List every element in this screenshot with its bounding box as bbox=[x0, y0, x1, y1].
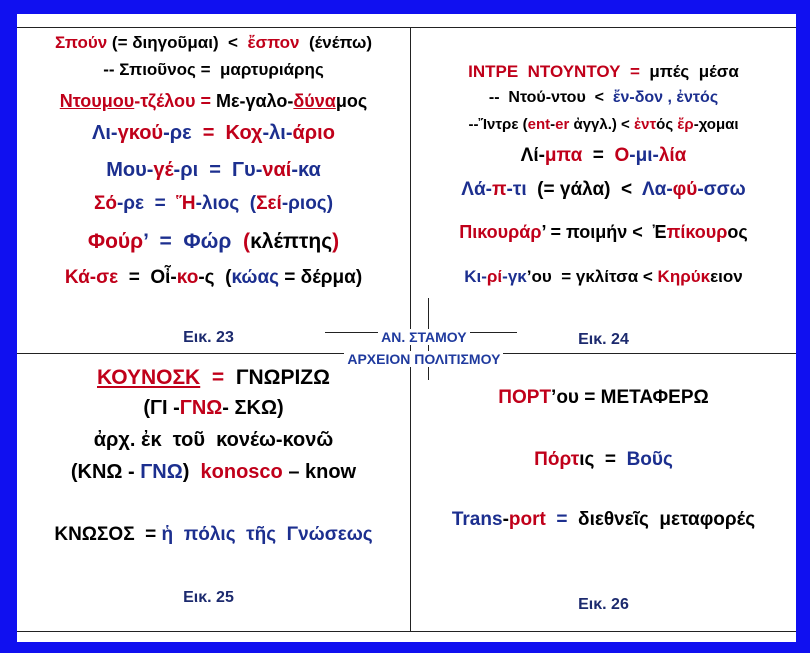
text-run: Κι- bbox=[464, 267, 487, 286]
text-run: -γκ bbox=[502, 267, 527, 286]
text-run: ΚΟΥΝΟΣΚ bbox=[97, 366, 201, 389]
text-run: = bbox=[200, 366, 236, 389]
text-line bbox=[17, 396, 410, 420]
text-run: -ρε bbox=[163, 122, 192, 144]
text-line bbox=[411, 267, 796, 287]
text-run: (= διηγοῦμαι) < bbox=[107, 33, 248, 52]
figure-caption: Εικ. 23 bbox=[183, 329, 234, 346]
text-run: = δέρμα) bbox=[279, 267, 363, 288]
text-run: Κηρύκ bbox=[657, 267, 711, 286]
text-run: -τι bbox=[506, 179, 527, 200]
figure-caption: Εικ. 25 bbox=[183, 589, 234, 606]
text-run: = bbox=[144, 193, 177, 214]
text-line bbox=[411, 116, 796, 134]
text-run: ’ου = γκλίτσα < bbox=[526, 267, 658, 286]
text-run: (ένέπω) bbox=[299, 33, 372, 52]
text-run: -λι- bbox=[262, 122, 293, 144]
text-line bbox=[17, 460, 410, 484]
figure-caption: Εικ. 26 bbox=[578, 596, 629, 613]
text-run: = bbox=[198, 159, 233, 181]
text-run: ’ου = ΜΕΤΑΦΕΡΩ bbox=[551, 387, 709, 408]
text-run: Πόρτ bbox=[534, 449, 580, 470]
text-run: -κα bbox=[291, 159, 321, 181]
text-run: - ΣΚΩ) bbox=[222, 397, 284, 419]
text-run: -ρι bbox=[173, 159, 199, 181]
text-run: ἀρχ. ἐκ τοῦ κονέω-κονῶ bbox=[93, 429, 334, 451]
text-run: Trans bbox=[451, 509, 503, 530]
panel-fig-24 bbox=[411, 27, 796, 353]
text-run: -ριος) bbox=[281, 193, 334, 214]
text-run: Λα- bbox=[641, 179, 673, 200]
text-run: Φούρ bbox=[87, 230, 144, 253]
text-run: ’ = ποιμήν < Ἐ bbox=[541, 222, 667, 242]
text-run: Κά-σε bbox=[64, 267, 119, 288]
text-run: Με-γαλο- bbox=[215, 91, 294, 111]
text-line bbox=[17, 267, 410, 290]
text-line bbox=[17, 428, 410, 452]
text-run: ναί bbox=[262, 159, 292, 181]
text-run: -- Σπιοῦνος = μαρτυριάρης bbox=[103, 60, 324, 79]
text-run: -τζέλου = bbox=[134, 91, 216, 111]
text-run: = bbox=[545, 509, 579, 530]
text-run: άριο bbox=[292, 122, 335, 144]
text-run: (ΚΝΩ - bbox=[70, 461, 141, 483]
text-run: er bbox=[555, 116, 570, 133]
text-run: κλέπτης bbox=[250, 230, 333, 253]
text-line bbox=[17, 91, 410, 113]
text-run: = bbox=[582, 145, 615, 166]
text-run: ἔρ bbox=[677, 116, 694, 133]
text-run: ( bbox=[231, 230, 251, 253]
text-run: ΚΝΩΣΟΣ = bbox=[54, 524, 157, 545]
text-run: λία bbox=[658, 145, 687, 166]
panel-fig-25 bbox=[17, 354, 410, 631]
text-run: Γυ- bbox=[232, 159, 263, 181]
bottom-rule bbox=[17, 631, 796, 632]
text-line bbox=[17, 158, 410, 182]
credit-author-text: ΑΝ. ΣΤΑΜΟΥ bbox=[378, 329, 470, 345]
text-run: ) bbox=[332, 230, 340, 253]
text-run: γέ bbox=[153, 159, 174, 181]
text-line bbox=[411, 179, 796, 202]
text-line bbox=[17, 229, 410, 254]
text-run: ) bbox=[182, 461, 201, 483]
text-line bbox=[17, 33, 410, 53]
text-run: δύνα bbox=[293, 91, 336, 111]
text-line bbox=[411, 62, 796, 82]
text-run: -ς ( bbox=[198, 267, 232, 288]
text-line bbox=[411, 449, 796, 472]
text-run: -ρε bbox=[116, 193, 145, 214]
text-run: ent bbox=[527, 116, 551, 133]
text-run: ΙΝΤΡΕ ΝΤΟΥΝΤΟΥ = bbox=[468, 62, 640, 81]
credit-archive bbox=[320, 334, 520, 368]
text-run: ειον bbox=[710, 267, 743, 286]
text-run: πίκουρ bbox=[666, 222, 728, 242]
text-run: Βοῦς bbox=[626, 449, 673, 470]
text-run: ός bbox=[656, 116, 678, 133]
text-run: μπα bbox=[544, 145, 583, 166]
text-run: ἔν-δον , ἐντός bbox=[612, 89, 719, 106]
panel-fig-23 bbox=[17, 27, 410, 353]
text-run: Σπούν bbox=[55, 33, 108, 52]
text-run: Λι- bbox=[92, 122, 118, 144]
text-run: - bbox=[550, 116, 556, 133]
panel-fig-26 bbox=[411, 354, 796, 631]
text-run: διεθνεῖς μεταφορές bbox=[578, 509, 756, 530]
text-line bbox=[411, 509, 796, 532]
credit-archive-text: ΑΡΧΕΙΟΝ ΠΟΛΙΤΙΣΜΟΥ bbox=[344, 351, 503, 367]
text-run: Λά- bbox=[461, 179, 492, 200]
text-run: -σσω bbox=[697, 179, 746, 200]
text-line bbox=[17, 365, 410, 390]
text-line bbox=[411, 88, 796, 107]
text-run: – know bbox=[282, 461, 357, 483]
text-run: ος bbox=[727, 222, 748, 242]
text-run: Σό bbox=[93, 193, 117, 214]
text-run: - bbox=[502, 509, 509, 530]
text-run: Ο bbox=[614, 145, 630, 166]
text-run: φύ bbox=[672, 179, 698, 200]
text-line bbox=[17, 193, 410, 216]
text-run: (= γάλα) < bbox=[526, 179, 642, 200]
text-line bbox=[411, 222, 796, 244]
text-run: = bbox=[191, 122, 226, 144]
text-run: konosco bbox=[200, 461, 283, 483]
text-run: ἐντ bbox=[634, 116, 657, 133]
text-run: Ντουμου bbox=[59, 91, 135, 111]
text-run: π bbox=[491, 179, 507, 200]
text-run: --Ἴντρε ( bbox=[468, 116, 528, 133]
text-run: Κοχ bbox=[225, 122, 263, 144]
text-run: ἡ πόλις τῆς Γνώσεως bbox=[156, 524, 373, 545]
text-run: μος bbox=[335, 91, 368, 111]
text-run: -χομαι bbox=[693, 116, 739, 133]
text-run: ἔσπον bbox=[247, 33, 300, 52]
text-run: μπές μέσα bbox=[639, 62, 739, 81]
figure-caption: Εικ. 24 bbox=[578, 331, 629, 348]
text-run: = Οἶ- bbox=[118, 267, 177, 288]
text-run: ις = bbox=[579, 449, 627, 470]
text-run: Πικουράρ bbox=[459, 222, 542, 242]
text-line bbox=[17, 60, 410, 80]
text-line bbox=[17, 121, 410, 145]
text-run: κο bbox=[176, 267, 199, 288]
text-run: port bbox=[508, 509, 546, 530]
text-run: ΓΝΩΡΙΖΩ bbox=[235, 366, 330, 389]
text-run: ΠΟΡΤ bbox=[498, 387, 552, 408]
text-line bbox=[17, 524, 410, 547]
text-run: -- Ντού-ντου < bbox=[488, 89, 613, 106]
text-run: -μι- bbox=[629, 145, 659, 166]
text-run: γκού bbox=[117, 122, 164, 144]
text-run: Φώρ bbox=[183, 230, 232, 253]
text-run: ΓΝΩ bbox=[179, 397, 223, 419]
text-run: Λί- bbox=[520, 145, 545, 166]
text-line bbox=[411, 387, 796, 410]
text-run: Σεί bbox=[256, 193, 282, 214]
text-run: ἀγγλ.) < bbox=[569, 116, 634, 133]
text-run: κώας bbox=[231, 267, 280, 288]
text-run: (ΓΙ - bbox=[143, 397, 180, 419]
text-run: ΓΝΩ bbox=[140, 461, 183, 483]
text-run: -λιος ( bbox=[195, 193, 257, 214]
text-run: ρί bbox=[486, 267, 503, 286]
text-run: Μου- bbox=[106, 159, 154, 181]
text-run: ’ = bbox=[143, 230, 184, 253]
text-line bbox=[411, 145, 796, 168]
text-run: Ἥ bbox=[176, 193, 196, 214]
